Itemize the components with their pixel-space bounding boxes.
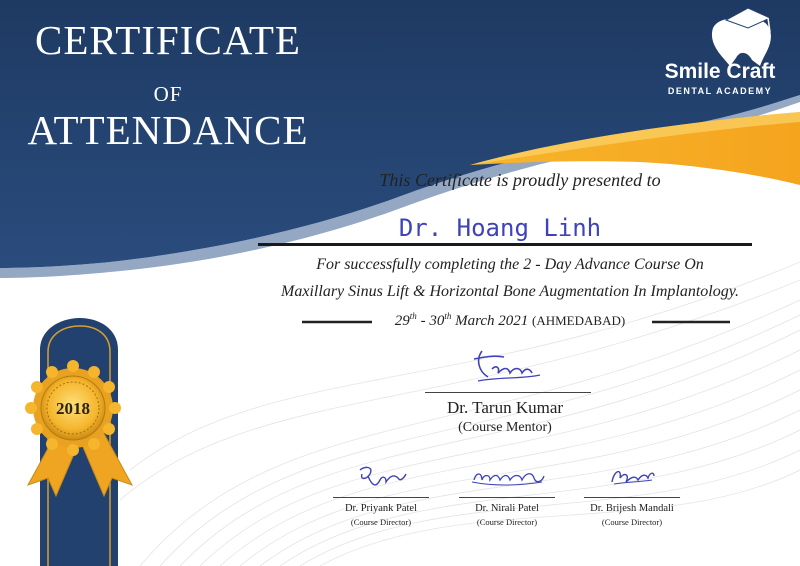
director-3-name: Dr. Brijesh Mandali [590, 503, 674, 514]
title-line-1: CERTIFICATE [35, 17, 301, 63]
director-2-signature [468, 466, 548, 494]
director-2-role: (Course Director) [476, 517, 538, 527]
medal-year: 2018 [56, 399, 90, 418]
mentor-signature-line [425, 392, 591, 393]
director-1-signature [352, 462, 412, 494]
director-3-signature [606, 462, 656, 492]
director-2-line [459, 497, 555, 498]
course-date: 29th - 30th March 2021 (AHMEDABAD) [394, 311, 626, 329]
director-1-name: Dr. Priyank Patel [344, 503, 418, 514]
director-3-line [584, 497, 680, 498]
title-line-3: ATTENDANCE [27, 107, 309, 153]
director-3-role: (Course Director) [601, 517, 663, 527]
presented-text: This Certificate is proudly presented to [379, 170, 661, 190]
course-description-line-2: Maxillary Sinus Lift & Horizontal Bone Augmentation In Implantology. [281, 283, 739, 300]
director-2-name: Dr. Nirali Patel [475, 503, 539, 514]
logo-subtitle: DENTAL ACADEMY [667, 86, 773, 96]
title-line-2: OF [153, 82, 183, 106]
logo-name: Smile Craft [664, 60, 776, 83]
course-description-line-1: For successfully completing the 2 - Day Advance Course On [316, 256, 704, 273]
director-1-role: (Course Director) [350, 517, 412, 527]
recipient-underline [258, 243, 752, 246]
mentor-name: Dr. Tarun Kumar [446, 398, 564, 417]
mentor-role: (Course Mentor) [458, 420, 552, 435]
director-1-line [333, 497, 429, 498]
mentor-signature [470, 345, 550, 387]
recipient-name: Dr. Hoang Linh [398, 214, 602, 242]
